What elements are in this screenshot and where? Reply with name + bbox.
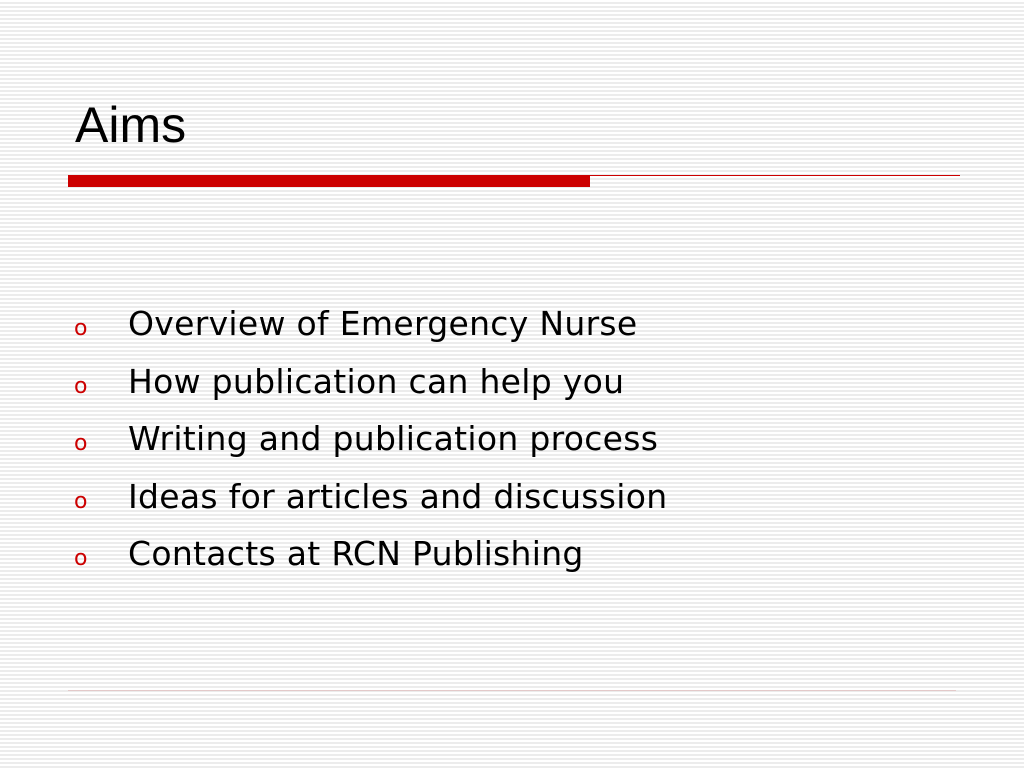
footer-divider: [68, 690, 956, 691]
title-underline-thin: [590, 175, 960, 176]
bullet-text: Ideas for articles and discussion: [128, 476, 668, 516]
bullet-list: [74, 304, 667, 592]
bullet-icon: o: [74, 488, 88, 514]
bullet-text: How publication can help you: [128, 361, 625, 401]
list-item: [74, 419, 667, 477]
bullet-icon: o: [74, 546, 88, 571]
bullet-icon: o: [74, 431, 88, 456]
slide-title: Aims: [75, 97, 187, 153]
bullet-text: Writing and publication process: [128, 419, 659, 458]
list-item: [74, 304, 667, 362]
bullet-icon: o: [74, 316, 88, 341]
list-item: [74, 477, 667, 535]
bullet-text: Contacts at RCN Publishing: [128, 534, 584, 573]
bullet-icon: o: [74, 373, 88, 399]
list-item: [74, 362, 667, 420]
bullet-text: Overview of Emergency Nurse: [128, 304, 638, 343]
title-underline-thick: [68, 175, 590, 187]
list-item: [74, 534, 667, 592]
